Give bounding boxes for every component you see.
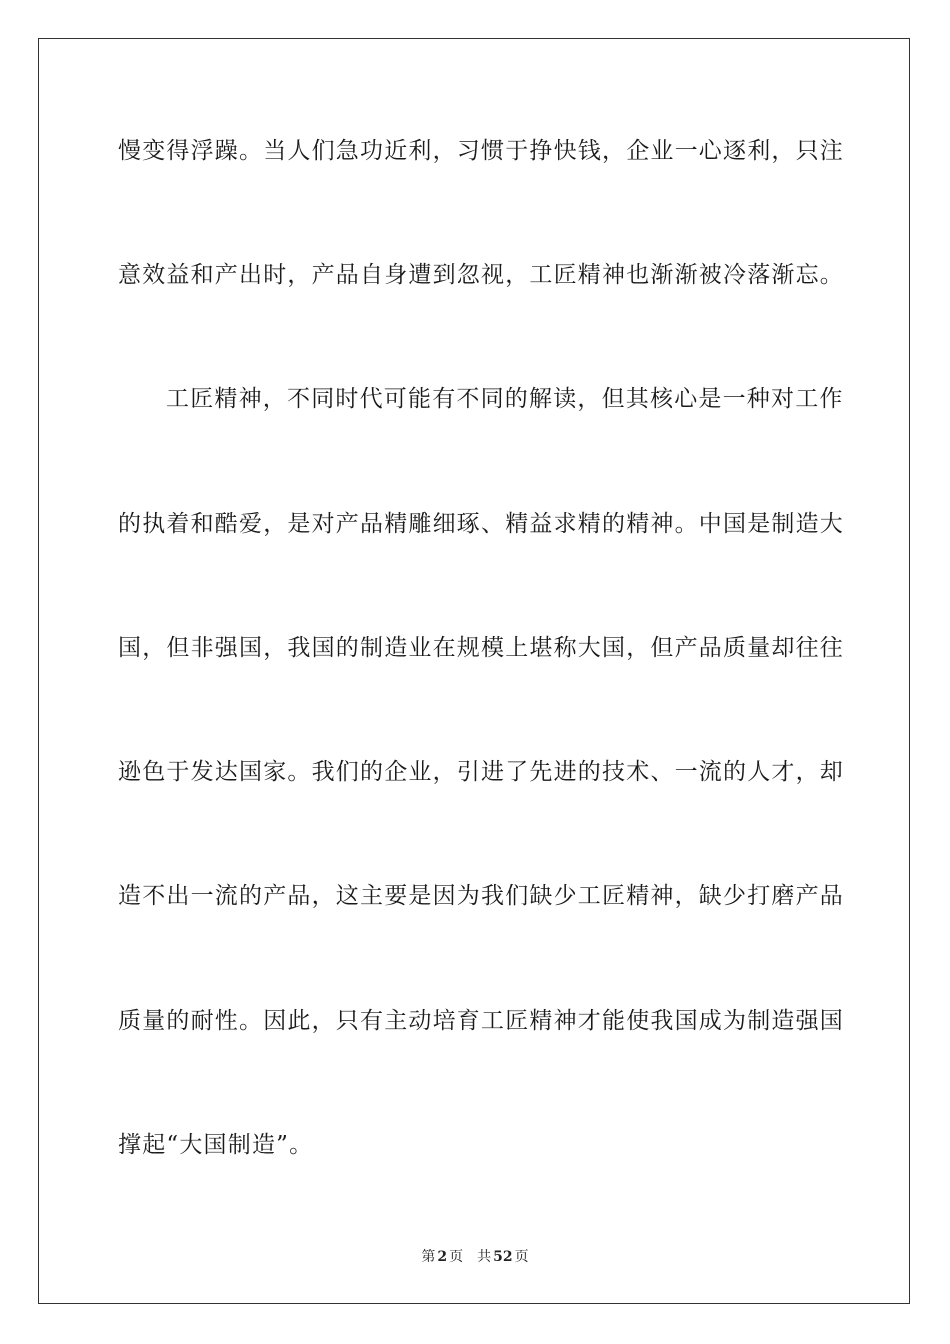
total-suffix: 页 — [514, 1249, 529, 1265]
page-border — [38, 38, 910, 1304]
total-prefix: 共 — [477, 1249, 492, 1265]
page-number: 2 — [437, 1249, 448, 1265]
page-suffix: 页 — [449, 1249, 464, 1265]
paragraph-first-line: 工匠精神，不同时代可能有不同的解读，但其核心是一种对工作 — [166, 386, 844, 412]
text-line: 逊色于发达国家。我们的企业，引进了先进的技术、一流的人才，却 — [118, 759, 844, 785]
text-line: 质量的耐性。因此，只有主动培育工匠精神才能使我国成为制造强国 — [118, 1008, 844, 1034]
text-line: 慢变得浮躁。当人们急功近利，习惯于挣快钱，企业一心逐利，只注 — [118, 138, 844, 164]
total-pages: 52 — [493, 1249, 513, 1265]
page-footer — [0, 1247, 950, 1267]
text-line: 的执着和酷爱，是对产品精雕细琢、精益求精的精神。中国是制造大 — [118, 511, 844, 537]
page-prefix: 第 — [421, 1249, 436, 1265]
text-line: 国，但非强国，我国的制造业在规模上堪称大国，但产品质量却往往 — [118, 635, 844, 661]
text-line: 意效益和产出时，产品自身遭到忽视，工匠精神也渐渐被冷落渐忘。 — [118, 262, 844, 288]
paragraph-last-line: 撑起“大国制造”。 — [118, 1132, 314, 1158]
text-line: 造不出一流的产品，这主要是因为我们缺少工匠精神，缺少打磨产品 — [118, 883, 844, 909]
